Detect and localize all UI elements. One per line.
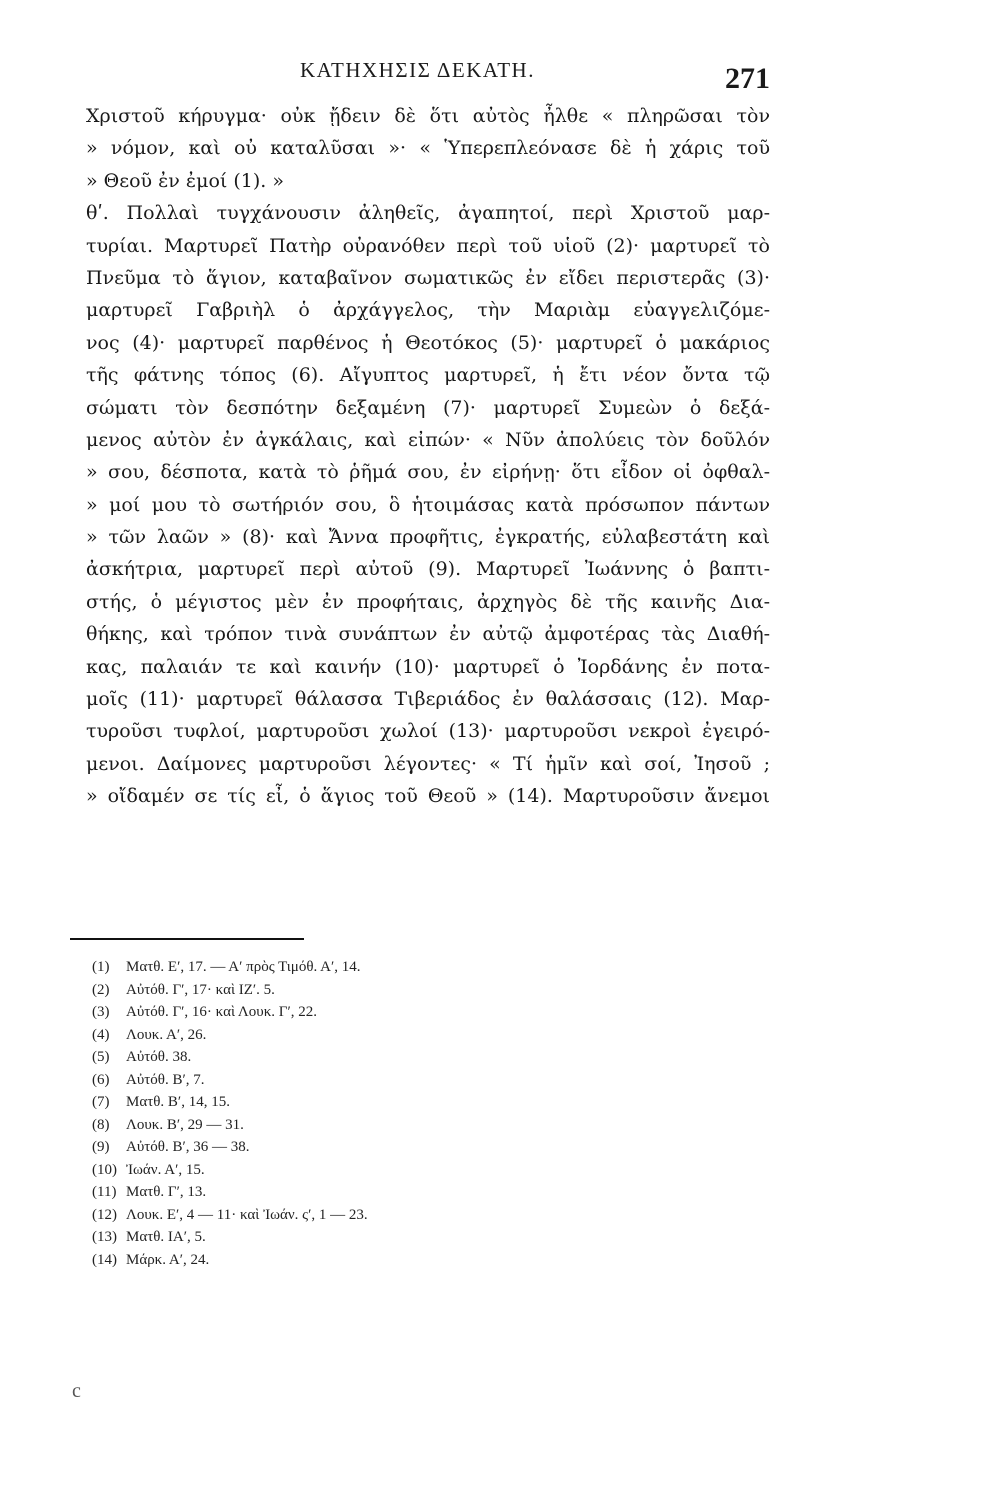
footnote-divider	[70, 938, 304, 940]
footnote-mark: (11)	[92, 1184, 117, 1200]
footnote	[92, 1091, 368, 1114]
text-line: μαρτυρεῖ Γαβριὴλ ὁ ἀρχάγγελος, τὴν Μαριὰμ εὐαγγελιζόμε-	[86, 299, 770, 322]
footnote	[92, 1136, 368, 1159]
text-line: » σου, δέσποτα, κατὰ τὸ ῥῆμά σου, ἐν εἰρήνῃ· ὅτι εἶδον οἱ ὀφθαλ-	[86, 461, 770, 484]
footnote-text: Ματθ. Γʹ, 13.	[126, 1184, 207, 1200]
text-line: θʹ. Πολλαὶ τυγχάνουσιν ἀληθεῖς, ἀγαπητοί, περὶ Χριστοῦ μαρ-	[86, 202, 770, 225]
text-line: θήκης, καὶ τρόπον τινὰ συνάπτων ἐν αὐτῷ ἀμφοτέρας τὰς Διαθή-	[86, 623, 770, 646]
footnote-text: Λουκ. Βʹ, 29 — 31.	[126, 1116, 244, 1133]
text-line: μοῖς (11)· μαρτυρεῖ θάλασσα Τιβεριάδος ἐν θαλάσσαις (12). Μαρ-	[86, 688, 770, 711]
footnote-text: Ματθ. Βʹ, 14, 15.	[126, 1094, 230, 1110]
footnote-mark: (7)	[92, 1094, 110, 1110]
footnote-mark: (10)	[92, 1161, 117, 1178]
text-line: στής, ὁ μέγιστος μὲν ἐν προφήταις, ἀρχηγὸς δὲ τῆς καινῆς Δια-	[86, 590, 770, 613]
footnote-text: Λουκ. Εʹ, 4 — 11· καὶ Ἰωάν. ςʹ, 1 — 23.	[126, 1206, 368, 1223]
footnote	[92, 1114, 368, 1137]
text-line: νος (4)· μαρτυρεῖ παρθένος ἡ Θεοτόκος (5)· μαρτυρεῖ ὁ μακάριος	[86, 331, 770, 354]
footnote	[92, 1226, 368, 1249]
footnote-mark: (6)	[92, 1071, 110, 1088]
text-line: » μοί μου τὸ σωτήριόν σου, ὃ ἡτοιμάσας κατὰ πρόσωπον πάντων	[86, 493, 770, 516]
footnote-text: Ματθ. ΙΑʹ, 5.	[126, 1229, 206, 1245]
footnote-text: Αὐτόθ. Γʹ, 16· καὶ Λουκ. Γʹ, 22.	[126, 1004, 317, 1020]
text-line: Χριστοῦ κήρυγμα· οὐκ ᾔδειν δὲ ὅτι αὐτὸς ἦλθε « πληρῶσαι τὸν	[86, 105, 770, 127]
text-line: » οἴδαμέν σε τίς εἶ, ὁ ἅγιος τοῦ Θεοῦ » (14). Μαρτυροῦσιν ἄνεμοι	[86, 785, 770, 808]
footnote-mark: (2)	[92, 981, 110, 998]
stray-mark: c	[72, 1380, 81, 1402]
footnote-mark: (4)	[92, 1026, 110, 1043]
footnote-text: Αὐτόθ. 38.	[126, 1049, 192, 1065]
footnote-text: Αὐτόθ. Βʹ, 36 — 38.	[126, 1139, 250, 1155]
footnote-text: Αὐτόθ. Βʹ, 7.	[126, 1071, 205, 1088]
page-number: 271	[725, 62, 770, 95]
text-line: μενοι. Δαίμονες μαρτυροῦσι λέγοντες· « Τί ἡμῖν καὶ σοί, Ἰησοῦ ;	[86, 752, 770, 775]
footnote-text: Λουκ. Αʹ, 26.	[126, 1026, 207, 1043]
footnote	[92, 1046, 368, 1069]
footnote	[92, 979, 368, 1002]
text-line: » νόμον, καὶ οὐ καταλῦσαι »· « Ὑπερεπλεόνασε δὲ ἡ χάρις τοῦ	[86, 137, 770, 160]
footnote-mark: (1)	[92, 959, 110, 975]
footnote	[92, 1159, 368, 1182]
text-line: » Θεοῦ ἐν ἐμοί (1). »	[86, 169, 284, 192]
footnote	[92, 1181, 368, 1204]
footnote-mark: (13)	[92, 1229, 117, 1245]
footnote-mark: (3)	[92, 1004, 110, 1020]
footnote-text: Μάρκ. Αʹ, 24.	[126, 1251, 210, 1268]
text-line: κας, παλαιάν τε καὶ καινήν (10)· μαρτυρεῖ ὁ Ἰορδάνης ἐν ποτα-	[86, 655, 770, 678]
text-line: Πνεῦμα τὸ ἅγιον, καταβαῖνον σωματικῶς ἐν εἴδει περιστερᾶς (3)·	[86, 266, 770, 289]
footnote	[92, 1069, 368, 1092]
footnote-mark: (5)	[92, 1049, 110, 1065]
text-line: σώματι τὸν δεσπότην δεξαμένη (7)· μαρτυρεῖ Συμεὼν ὁ δεξά-	[86, 396, 770, 419]
text-line: ἀσκήτρια, μαρτυρεῖ περὶ αὐτοῦ (9). Μαρτυρεῖ Ἰωάννης ὁ βαπτι-	[86, 558, 770, 581]
footnote-text: Αὐτόθ. Γʹ, 17· καὶ ΙΖʹ. 5.	[126, 981, 275, 998]
footnote	[92, 1249, 368, 1272]
text-line: τυροῦσι τυφλοί, μαρτυροῦσι χωλοί (13)· μαρτυροῦσι νεκροὶ ἐγειρό-	[86, 720, 770, 743]
text-line: μενος αὐτὸν ἐν ἀγκάλαις, καὶ εἰπών· « Νῦν ἀπολύεις τὸν δοῦλόν	[86, 428, 770, 451]
footnote	[92, 1001, 368, 1024]
footnote	[92, 1204, 368, 1227]
footnote-mark: (9)	[92, 1139, 110, 1155]
footnote-mark: (8)	[92, 1116, 110, 1133]
main-text-block	[86, 100, 770, 813]
running-title: ΚΑΤΗΧΗΣΙΣ ΔΕΚΑΤΗ.	[300, 58, 535, 82]
text-line: » τῶν λαῶν » (8)· καὶ Ἄννα προφῆτις, ἐγκρατής, εὐλαβεστάτη καὶ	[86, 526, 770, 549]
footnote	[92, 1024, 368, 1047]
footnote-text: Ἰωάν. Αʹ, 15.	[126, 1161, 205, 1178]
footnote-mark: (14)	[92, 1251, 117, 1268]
text-line: τυρίαι. Μαρτυρεῖ Πατὴρ οὐρανόθεν περὶ τοῦ υἱοῦ (2)· μαρτυρεῖ τὸ	[86, 234, 770, 257]
footnotes-block	[92, 956, 368, 1271]
footnote-text: Ματθ. Εʹ, 17. — Αʹ πρὸς Τιμόθ. Αʹ, 14.	[126, 959, 361, 975]
footnote-mark: (12)	[92, 1206, 117, 1223]
text-line: τῆς φάτνης τόπος (6). Αἴγυπτος μαρτυρεῖ, ἡ ἔτι νέον ὄντα τῷ	[86, 364, 770, 387]
footnote	[92, 956, 368, 979]
